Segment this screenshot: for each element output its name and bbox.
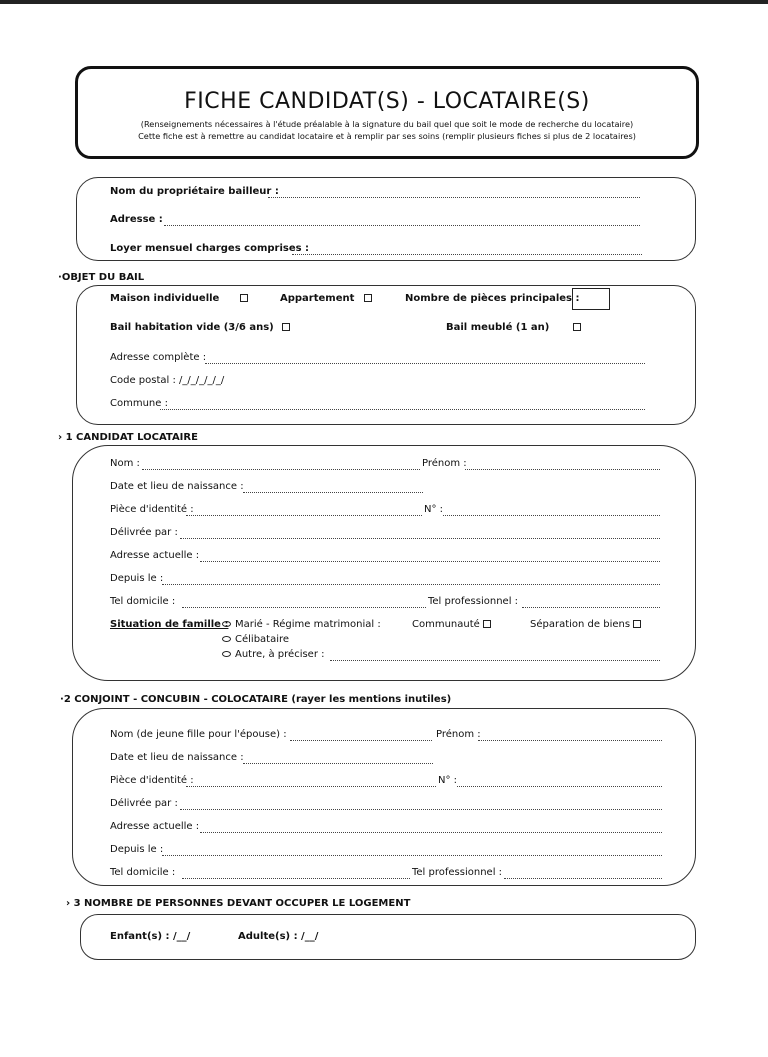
c1-issued-field[interactable] [180,529,660,539]
c2-name-field[interactable] [290,731,432,741]
c2-name-label: Nom (de jeune fille pour l'épouse) : [110,729,287,740]
c1-idno-field[interactable] [443,506,660,516]
owner-name-field[interactable] [268,188,640,198]
commune-field[interactable] [160,400,645,410]
furnished-lease-checkbox[interactable] [573,323,581,331]
c1-telpro-field[interactable] [522,598,660,608]
c2-telpro-label: Tel professionnel : [412,867,503,878]
c2-address-label: Adresse actuelle : [110,821,200,832]
adults-field[interactable]: Adulte(s) : /__/ [238,931,319,942]
rooms-input[interactable] [572,288,610,310]
c2-firstname-field[interactable] [478,731,662,741]
c1-since-label: Depuis le : [110,573,164,584]
title-box [75,66,699,159]
c2-idno-label: N° : [438,775,458,786]
owner-name-label: Nom du propriétaire bailleur : [110,186,279,197]
subtitle-2: Cette fiche est à remettre au candidat locataire et à remplir par ses soins (remplir plusieurs fiches si plus de 2 locataires) [138,131,636,141]
community-option[interactable]: Communauté [412,619,491,630]
c1-birth-field[interactable] [243,483,423,493]
radio-icon [222,621,231,627]
owner-address-label: Adresse : [110,214,163,225]
empty-lease-label: Bail habitation vide (3/6 ans) [110,322,274,333]
c1-id-label: Pièce d'identité : [110,504,194,515]
c1-telhome-field[interactable] [182,598,426,608]
single-option[interactable]: Célibataire [222,634,289,645]
radio-icon [222,636,231,642]
c1-since-field[interactable] [162,575,660,585]
furnished-lease-label: Bail meublé (1 an) [446,322,550,333]
c1-address-field[interactable] [200,552,660,562]
c1-id-field[interactable] [186,506,422,516]
c2-since-field[interactable] [162,846,662,856]
other-option[interactable]: Autre, à préciser : [222,649,325,660]
c2-birth-label: Date et lieu de naissance : [110,752,244,763]
c1-firstname-label: Prénom : [422,458,467,469]
section-marker: · [58,272,62,283]
c2-telhome-label: Tel domicile : [110,867,176,878]
c1-issued-label: Délivrée par : [110,527,178,538]
c2-issued-field[interactable] [180,800,662,810]
c1-telhome-label: Tel domicile : [110,596,176,607]
separation-checkbox[interactable] [633,620,641,628]
flat-checkbox[interactable] [364,294,372,302]
lease-heading: ·OBJET DU BAIL [58,272,145,283]
candidate1-heading: › 1 CANDIDAT LOCATAIRE [58,432,198,443]
c2-idno-field[interactable] [457,777,662,787]
house-label: Maison individuelle [110,293,220,304]
community-checkbox[interactable] [483,620,491,628]
c1-name-label: Nom : [110,458,140,469]
occupants-heading: › 3 NOMBRE DE PERSONNES DEVANT OCCUPER LE LOGEMENT [66,898,411,909]
family-status-label: Situation de famille : [110,619,229,630]
c2-telhome-field[interactable] [182,869,410,879]
flat-label: Appartement [280,293,355,304]
owner-address-field[interactable] [164,216,640,226]
scan-top-border [0,0,768,4]
other-field[interactable] [330,651,660,661]
postal-code-field[interactable]: Code postal : /_/_/_/_/_/ [110,375,225,386]
candidate2-heading: ·2 CONJOINT - CONCUBIN - COLOCATAIRE (rayer les mentions inutiles) [60,694,452,705]
subtitle-1: (Renseignements nécessaires à l'étude préalable à la signature du bail quel que soit le mode de recherche du locataire) [140,119,634,129]
married-option[interactable]: Marié - Régime matrimonial : [222,619,381,630]
full-address-field[interactable] [205,354,645,364]
c1-name-field[interactable] [142,460,420,470]
c2-id-label: Pièce d'identité : [110,775,194,786]
page-title: FICHE CANDIDAT(S) - LOCATAIRE(S) [184,89,590,114]
c2-telpro-field[interactable] [504,869,662,879]
section-marker: › [58,432,63,443]
rent-label: Loyer mensuel charges comprises : [110,243,310,254]
c2-issued-label: Délivrée par : [110,798,178,809]
c2-since-label: Depuis le : [110,844,164,855]
children-field[interactable]: Enfant(s) : /__/ [110,931,191,942]
c2-firstname-label: Prénom : [436,729,481,740]
section-marker: · [60,694,64,705]
c2-address-field[interactable] [200,823,662,833]
commune-label: Commune : [110,398,168,409]
c2-id-field[interactable] [186,777,436,787]
section-marker: › [66,898,71,909]
c1-birth-label: Date et lieu de naissance : [110,481,244,492]
rooms-label: Nombre de pièces principales : [405,293,580,304]
c1-telpro-label: Tel professionnel : [428,596,519,607]
radio-icon [222,651,231,657]
c1-idno-label: N° : [424,504,444,515]
full-address-label: Adresse complète : [110,352,207,363]
c1-address-label: Adresse actuelle : [110,550,200,561]
empty-lease-checkbox[interactable] [282,323,290,331]
rent-field[interactable] [292,245,642,255]
house-checkbox[interactable] [240,294,248,302]
c1-firstname-field[interactable] [465,460,660,470]
separation-option[interactable]: Séparation de biens [530,619,641,630]
c2-birth-field[interactable] [243,754,433,764]
